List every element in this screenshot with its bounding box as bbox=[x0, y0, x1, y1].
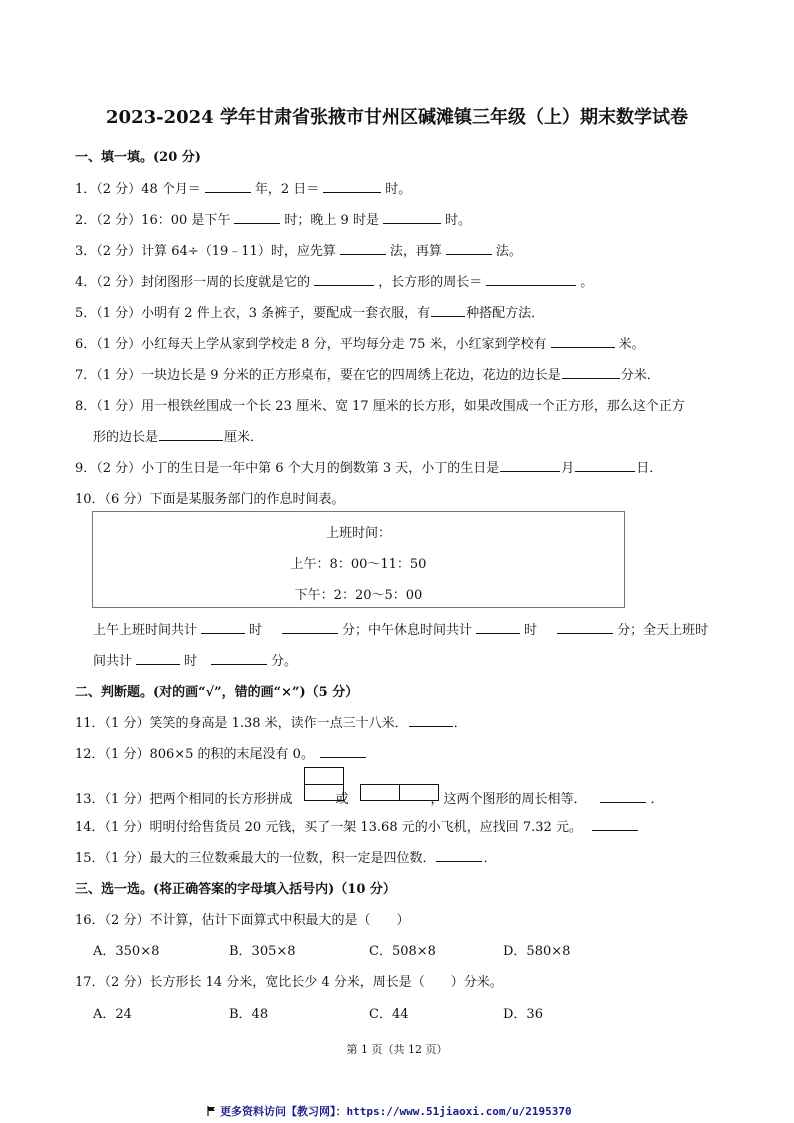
section-heading-judge: 二、判断题。(对的画“√”，错的画“×”)（5 分） bbox=[75, 685, 359, 700]
answer-blank[interactable] bbox=[136, 651, 180, 665]
answer-blank[interactable] bbox=[431, 303, 465, 317]
answer-blank[interactable] bbox=[551, 334, 615, 348]
answer-blank[interactable] bbox=[476, 620, 520, 634]
question-7: 7．（1 分）一块边长是 9 分米的正方形桌布，要在它的四周绣上花边，花边的边长是 分米． bbox=[75, 364, 660, 383]
answer-blank[interactable] bbox=[446, 241, 492, 255]
question-16: 16．（2 分）不计算，估计下面算式中积最大的是（ ） bbox=[75, 913, 410, 928]
question-17: 17．（2 分）长方形长 14 分米，宽比长少 4 分米，周长是（ ）分米。 bbox=[75, 975, 503, 990]
schedule-morning: 上午：8：00～11：50 bbox=[290, 557, 427, 572]
answer-blank[interactable] bbox=[201, 620, 245, 634]
question-3: 3．（2 分）计算 64÷（19﹣11）时，应先算 法，再算 法。 bbox=[75, 240, 522, 259]
resource-link[interactable] bbox=[207, 1103, 572, 1119]
answer-blank[interactable] bbox=[205, 179, 251, 193]
option-b[interactable]: B．48 bbox=[229, 1007, 269, 1022]
question-10: 10．（6 分）下面是某服务部门的作息时间表。 bbox=[75, 492, 345, 507]
answer-blank[interactable] bbox=[234, 210, 280, 224]
option-a[interactable]: A．24 bbox=[93, 1007, 132, 1022]
question-2: 2．（2 分）16：00 是下午 时；晚上 9 时是 时。 bbox=[75, 209, 471, 228]
question-8: 8．（1 分）用一根铁丝围成一个长 23 厘米、宽 17 厘米的长方形，如果改围成一个正方形，那么这个正方 bbox=[75, 399, 685, 414]
answer-blank[interactable] bbox=[211, 651, 267, 665]
question-15: 15．（1 分）最大的三位数乘最大的一位数，积一定是四位数． ． bbox=[75, 847, 496, 866]
question-13: 13．（1 分）把两个相同的长方形拼成 或 ，这两个图形的周长相等． ． bbox=[75, 788, 664, 807]
answer-blank[interactable] bbox=[323, 179, 381, 193]
question-14: 14．（1 分）明明付给售货员 20 元钱，买了一架 13.68 元的小飞机，应找回 7.32 元。 bbox=[75, 816, 642, 835]
answer-blank[interactable] bbox=[562, 365, 620, 379]
page-number: 第 1 页（共 12 页） bbox=[346, 1043, 448, 1056]
option-c[interactable]: C．508×8 bbox=[369, 944, 436, 959]
answer-blank[interactable] bbox=[575, 458, 635, 472]
question-6: 6．（1 分）小红每天上学从家到学校走 8 分，平均每分走 75 米，小红家到学校有 米。 bbox=[75, 333, 645, 352]
section-heading-fill: 一、填一填。(20 分) bbox=[75, 150, 201, 165]
question-1: 1．（2 分）48 个月＝ 年，2 日＝ 时。 bbox=[75, 178, 411, 197]
answer-blank[interactable] bbox=[314, 272, 374, 286]
flag-icon bbox=[207, 1106, 217, 1116]
question-5: 5．（1 分）小明有 2 件上衣，3 条裤子，要配成一套衣服，有 种搭配方法． bbox=[75, 302, 544, 321]
answer-blank[interactable] bbox=[409, 713, 453, 727]
option-a[interactable]: A．350×8 bbox=[93, 944, 160, 959]
stacked-rectangle-top bbox=[304, 767, 344, 785]
answer-blank[interactable] bbox=[383, 210, 441, 224]
document-title: 2023-2024 学年甘肃省张掖市甘州区碱滩镇三年级（上）期末数学试卷 bbox=[106, 107, 688, 128]
answer-blank[interactable] bbox=[436, 848, 482, 862]
option-c[interactable]: C．44 bbox=[369, 1007, 409, 1022]
schedule-afternoon: 下午：2：20～5：00 bbox=[294, 588, 423, 603]
schedule-table bbox=[92, 511, 625, 608]
answer-blank[interactable] bbox=[500, 458, 560, 472]
answer-blank[interactable] bbox=[282, 620, 338, 634]
question-8-continued: 形的边长是 厘米． bbox=[93, 426, 263, 445]
resource-link-text[interactable]: 更多资料访问【教习网】：https://www.51jiaoxi.com/u/2195370 bbox=[220, 1105, 572, 1118]
answer-blank[interactable] bbox=[592, 817, 638, 831]
option-d[interactable]: D．36 bbox=[503, 1007, 543, 1022]
question-11: 11．（1 分）笑笑的身高是 1.38 米，读作一点三十八米． ． bbox=[75, 712, 467, 731]
option-d[interactable]: D．580×8 bbox=[503, 944, 571, 959]
option-b[interactable]: B．305×8 bbox=[229, 944, 296, 959]
question-9: 9．（2 分）小丁的生日是一年中第 6 个大月的倒数第 3 天，小丁的生日是 月 日． bbox=[75, 457, 662, 476]
answer-blank[interactable] bbox=[600, 789, 646, 803]
answer-blank[interactable] bbox=[320, 744, 366, 758]
answer-blank[interactable] bbox=[340, 241, 386, 255]
question-10-line-1: 上午上班时间共计 时 分；中午休息时间共计 时 分；全天上班时 bbox=[93, 619, 708, 638]
question-4: 4．（2 分）封闭图形一周的长度就是它的 ，长方形的周长＝ 。 bbox=[75, 271, 593, 290]
answer-blank[interactable] bbox=[159, 427, 223, 441]
question-10-line-2: 间共计 时 分。 bbox=[93, 650, 297, 669]
answer-blank[interactable] bbox=[486, 272, 576, 286]
answer-blank[interactable] bbox=[557, 620, 613, 634]
schedule-heading: 上班时间： bbox=[325, 526, 391, 541]
section-heading-choice: 三、选一选。(将正确答案的字母填入括号内)（10 分） bbox=[75, 882, 396, 897]
question-12: 12．（1 分）806×5 的积的末尾没有 0。 bbox=[75, 743, 370, 762]
